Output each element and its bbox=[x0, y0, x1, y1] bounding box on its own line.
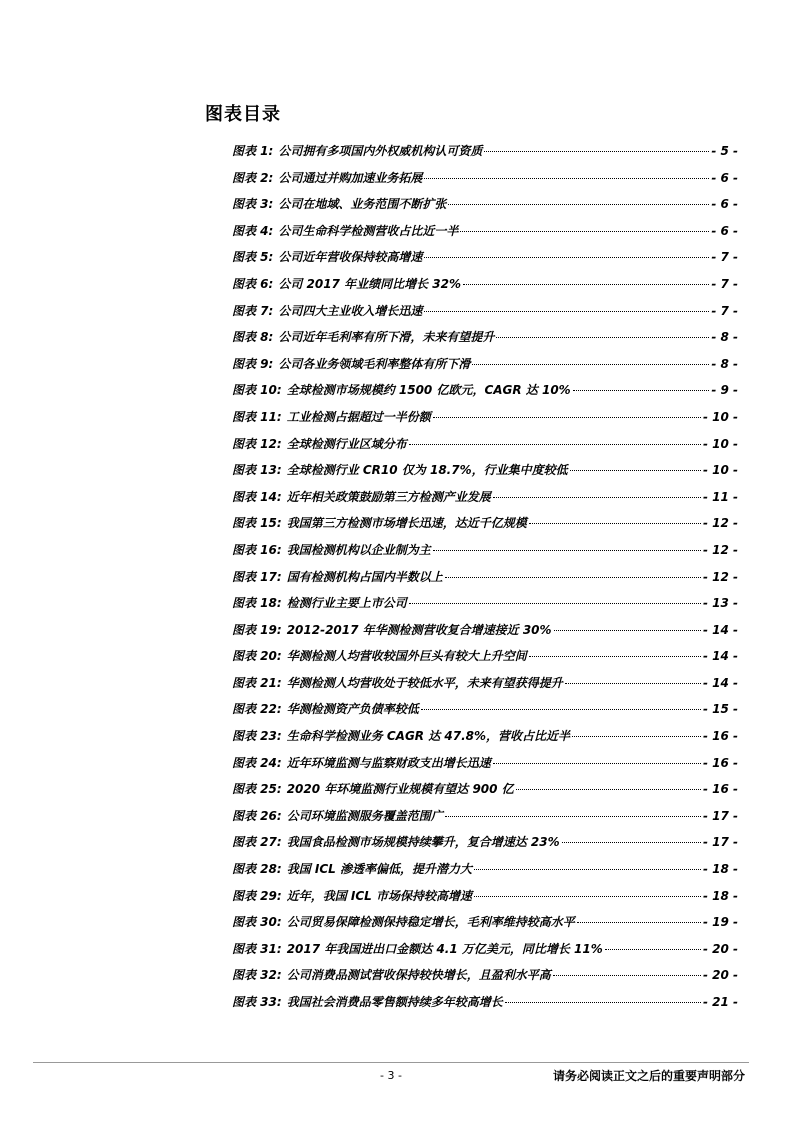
toc-entry-page: - 11 - bbox=[702, 489, 738, 504]
toc-entry[interactable] bbox=[232, 356, 738, 383]
toc-entry-page: - 21 - bbox=[702, 995, 738, 1009]
toc-entry-text: 公司贸易保障检测保持稳定增长，毛利率维持较高水平 bbox=[286, 915, 575, 930]
toc-entry-label: 图表 22: bbox=[232, 702, 282, 717]
toc-dot-leader bbox=[460, 231, 709, 232]
toc-entry[interactable] bbox=[232, 701, 738, 728]
toc-entry-text: 近年，我国 ICL 市场保持较高增速 bbox=[286, 888, 472, 903]
toc-entry-text: 我国食品检测市场规模持续攀升，复合增速达 23% bbox=[286, 835, 560, 850]
toc-dot-leader bbox=[424, 257, 709, 258]
toc-entry-label: 图表 14: bbox=[232, 489, 282, 504]
toc-dot-leader bbox=[554, 630, 701, 631]
toc-entry-text: 公司在地域、业务范围不断扩张 bbox=[278, 197, 447, 212]
toc-entry-text: 华测检测人均营收较国外巨头有较大上升空间 bbox=[286, 649, 527, 664]
toc-entry-label: 图表 15: bbox=[232, 516, 282, 531]
toc-entry-page: - 20 - bbox=[702, 941, 738, 956]
toc-entry-label: 图表 12: bbox=[232, 436, 282, 451]
toc-entry-label: 图表 32: bbox=[232, 968, 282, 983]
toc-dot-leader bbox=[463, 284, 709, 285]
toc-dot-leader bbox=[529, 656, 701, 657]
toc-entry-text: 近年相关政策鼓励第三方检测产业发展 bbox=[286, 489, 491, 504]
toc-entry-label: 图表 21: bbox=[232, 675, 282, 690]
toc-dot-leader bbox=[572, 736, 701, 737]
toc-entry-page: - 5 - bbox=[711, 144, 738, 158]
toc-entry-text: 工业检测占据超过一半份额 bbox=[286, 409, 431, 424]
toc-entry-label: 图表 2: bbox=[232, 170, 274, 185]
toc-entry[interactable] bbox=[232, 834, 738, 861]
toc-dot-leader bbox=[570, 470, 701, 471]
toc-entry-page: - 14 - bbox=[702, 622, 738, 637]
toc-entry-label: 图表 5: bbox=[232, 250, 274, 265]
toc-entry[interactable] bbox=[232, 276, 738, 303]
toc-dot-leader bbox=[553, 975, 701, 976]
toc-entry-label: 图表 29: bbox=[232, 888, 282, 903]
toc-dot-leader bbox=[505, 1002, 701, 1003]
toc-entry-text: 华测检测人均营收处于较低水平，未来有望获得提升 bbox=[286, 675, 563, 690]
toc-entry-page: - 13 - bbox=[702, 596, 738, 611]
toc-entry-page: - 19 - bbox=[702, 915, 738, 930]
toc-entry[interactable] bbox=[232, 861, 738, 888]
toc-entry[interactable] bbox=[232, 994, 738, 1021]
toc-entry-text: 我国社会消费品零售额持续多年较高增长 bbox=[286, 995, 503, 1009]
toc-entry[interactable] bbox=[232, 755, 738, 782]
toc-dot-leader bbox=[529, 523, 701, 524]
toc-entry-text: 我国 ICL 渗透率偏低，提升潜力大 bbox=[286, 862, 472, 877]
toc-dot-leader bbox=[445, 816, 701, 817]
toc-entry[interactable] bbox=[232, 462, 738, 489]
toc-entry-label: 图表 31: bbox=[232, 941, 282, 956]
toc-entry-text: 公司环境监测服务覆盖范围广 bbox=[286, 808, 443, 823]
toc-entry-page: - 14 - bbox=[702, 649, 738, 664]
toc-entry-page: - 12 - bbox=[702, 569, 738, 584]
toc-entry-text: 全球检测行业区域分布 bbox=[286, 436, 407, 451]
toc-entry-text: 检测行业主要上市公司 bbox=[286, 596, 407, 611]
toc-entry-text: 公司近年营收保持较高增速 bbox=[278, 250, 423, 265]
toc-entry[interactable] bbox=[232, 914, 738, 941]
toc-entry[interactable] bbox=[232, 196, 738, 223]
toc-entry-page: - 14 - bbox=[702, 675, 738, 690]
toc-entry-text: 公司消费品测试营收保持较快增长，且盈利水平高 bbox=[286, 968, 551, 983]
toc-dot-leader bbox=[409, 603, 701, 604]
toc-dot-leader bbox=[424, 178, 709, 179]
toc-entry[interactable] bbox=[232, 515, 738, 542]
toc-entry-text: 公司近年毛利率有所下滑，未来有望提升 bbox=[278, 330, 495, 345]
toc-entry-page: - 6 - bbox=[711, 197, 738, 212]
toc-entry[interactable] bbox=[232, 569, 738, 596]
toc-dot-leader bbox=[573, 390, 710, 391]
toc-entry-text: 公司通过并购加速业务拓展 bbox=[278, 170, 423, 185]
toc-entry-label: 图表 4: bbox=[232, 223, 274, 238]
toc-entry-text: 我国检测机构以企业制为主 bbox=[286, 542, 431, 557]
toc-entry-text: 国有检测机构占国内半数以上 bbox=[286, 569, 443, 584]
toc-entry-label: 图表 7: bbox=[232, 303, 274, 318]
footer-divider bbox=[33, 1062, 749, 1063]
toc-entry-text: 公司拥有多项国内外权威机构认可资质 bbox=[278, 144, 483, 158]
toc-entry-page: - 16 - bbox=[702, 729, 738, 744]
toc-entry-label: 图表 11: bbox=[232, 409, 282, 424]
toc-dot-leader bbox=[433, 417, 701, 418]
toc-dot-leader bbox=[424, 311, 709, 312]
toc-entry-page: - 16 - bbox=[702, 782, 738, 797]
toc-entry[interactable] bbox=[232, 808, 738, 835]
toc-entry-label: 图表 23: bbox=[232, 729, 282, 744]
toc-dot-leader bbox=[516, 789, 701, 790]
toc-dot-leader bbox=[577, 922, 701, 923]
toc-entry-text: 2012-2017 年华测检测营收复合增速接近 30% bbox=[286, 622, 552, 637]
toc-entry[interactable] bbox=[232, 888, 738, 915]
toc-entry[interactable] bbox=[232, 648, 738, 675]
toc-dot-leader bbox=[493, 497, 701, 498]
toc-entry[interactable] bbox=[232, 622, 738, 649]
toc-entry-page: - 10 - bbox=[702, 463, 738, 478]
toc-entry-text: 2020 年环境监测行业规模有望达 900 亿 bbox=[286, 782, 514, 797]
toc-entry-page: - 6 - bbox=[711, 223, 738, 238]
toc-entry-page: - 10 - bbox=[702, 409, 738, 424]
toc-dot-leader bbox=[562, 842, 701, 843]
toc-entry-page: - 16 - bbox=[702, 755, 738, 770]
toc-entry-text: 公司 2017 年业绩同比增长 32% bbox=[278, 276, 461, 291]
toc-entry-label: 图表 20: bbox=[232, 649, 282, 664]
toc-entry-label: 图表 33: bbox=[232, 995, 282, 1009]
toc-entry[interactable] bbox=[232, 941, 738, 968]
toc-entry[interactable] bbox=[232, 542, 738, 569]
toc-entry-page: - 12 - bbox=[702, 542, 738, 557]
toc-entry[interactable] bbox=[232, 143, 738, 170]
toc-entry[interactable] bbox=[232, 409, 738, 436]
toc-entry-label: 图表 8: bbox=[232, 330, 274, 345]
toc-dot-leader bbox=[472, 364, 709, 365]
toc-entry-text: 公司生命科学检测营收占比近一半 bbox=[278, 223, 459, 238]
toc-entry[interactable] bbox=[232, 967, 738, 994]
toc-dot-leader bbox=[474, 869, 701, 870]
toc-entry-page: - 6 - bbox=[711, 170, 738, 185]
toc-dot-leader bbox=[445, 577, 701, 578]
toc-entry-page: - 20 - bbox=[702, 968, 738, 983]
toc-entry-label: 图表 13: bbox=[232, 463, 282, 478]
toc-entry-label: 图表 1: bbox=[232, 144, 274, 158]
toc-entry-text: 华测检测资产负债率较低 bbox=[286, 702, 419, 717]
toc-entry-page: - 15 - bbox=[702, 702, 738, 717]
toc-entry-page: - 18 - bbox=[702, 862, 738, 877]
table-of-figures bbox=[232, 143, 738, 1021]
page-number: - 3 - bbox=[380, 1069, 402, 1082]
toc-dot-leader bbox=[474, 896, 701, 897]
toc-entry-text: 生命科学检测业务 CAGR 达 47.8%，营收占比近半 bbox=[286, 729, 571, 744]
toc-entry-text: 我国第三方检测市场增长迅速，达近千亿规模 bbox=[286, 516, 527, 531]
toc-entry[interactable] bbox=[232, 781, 738, 808]
toc-entry[interactable] bbox=[232, 170, 738, 197]
toc-entry-page: - 12 - bbox=[702, 516, 738, 531]
toc-entry[interactable] bbox=[232, 303, 738, 330]
footer-disclaimer: 请务必阅读正文之后的重要声明部分 bbox=[552, 1069, 745, 1083]
toc-entry[interactable] bbox=[232, 249, 738, 276]
toc-entry-page: - 8 - bbox=[711, 356, 738, 371]
toc-entry-label: 图表 27: bbox=[232, 835, 282, 850]
toc-dot-leader bbox=[565, 683, 701, 684]
toc-entry-label: 图表 26: bbox=[232, 808, 282, 823]
toc-entry-label: 图表 24: bbox=[232, 755, 282, 770]
toc-dot-leader bbox=[409, 444, 701, 445]
toc-entry-label: 图表 3: bbox=[232, 197, 274, 212]
toc-entry-page: - 9 - bbox=[711, 383, 738, 398]
toc-entry-label: 图表 18: bbox=[232, 596, 282, 611]
toc-entry-page: - 10 - bbox=[702, 436, 738, 451]
toc-entry-text: 近年环境监测与监察财政支出增长迅速 bbox=[286, 755, 491, 770]
toc-entry-label: 图表 10: bbox=[232, 383, 282, 398]
toc-entry-label: 图表 6: bbox=[232, 276, 274, 291]
toc-dot-leader bbox=[605, 949, 701, 950]
toc-entry[interactable] bbox=[232, 223, 738, 250]
toc-entry[interactable] bbox=[232, 436, 738, 463]
toc-entry-text: 公司各业务领域毛利率整体有所下滑 bbox=[278, 356, 471, 371]
toc-entry-page: - 8 - bbox=[711, 330, 738, 345]
toc-entry-label: 图表 17: bbox=[232, 569, 282, 584]
toc-entry-text: 全球检测市场规模约 1500 亿欧元，CAGR 达 10% bbox=[286, 383, 571, 398]
toc-dot-leader bbox=[421, 709, 701, 710]
toc-dot-leader bbox=[484, 151, 709, 152]
toc-entry-text: 公司四大主业收入增长迅速 bbox=[278, 303, 423, 318]
toc-title: 图表目录 bbox=[205, 104, 281, 125]
toc-entry[interactable] bbox=[232, 382, 738, 409]
toc-entry-label: 图表 9: bbox=[232, 356, 274, 371]
toc-entry-label: 图表 16: bbox=[232, 542, 282, 557]
toc-entry[interactable] bbox=[232, 489, 738, 516]
toc-entry-label: 图表 30: bbox=[232, 915, 282, 930]
toc-dot-leader bbox=[493, 763, 701, 764]
toc-entry-label: 图表 19: bbox=[232, 622, 282, 637]
toc-entry-page: - 7 - bbox=[711, 303, 738, 318]
toc-entry[interactable] bbox=[232, 595, 738, 622]
toc-entry[interactable] bbox=[232, 675, 738, 702]
toc-entry-text: 全球检测行业 CR10 仅为 18.7%，行业集中度较低 bbox=[286, 463, 568, 478]
toc-entry-text: 2017 年我国进出口金额达 4.1 万亿美元，同比增长 11% bbox=[286, 941, 603, 956]
toc-entry-label: 图表 25: bbox=[232, 782, 282, 797]
toc-entry-page: - 18 - bbox=[702, 888, 738, 903]
toc-entry[interactable] bbox=[232, 728, 738, 755]
toc-entry-page: - 7 - bbox=[711, 276, 738, 291]
toc-dot-leader bbox=[496, 337, 709, 338]
toc-dot-leader bbox=[433, 550, 701, 551]
toc-entry-page: - 17 - bbox=[702, 835, 738, 850]
toc-entry-page: - 17 - bbox=[702, 808, 738, 823]
toc-entry-page: - 7 - bbox=[711, 250, 738, 265]
toc-entry[interactable] bbox=[232, 329, 738, 356]
toc-entry-label: 图表 28: bbox=[232, 862, 282, 877]
toc-dot-leader bbox=[448, 204, 709, 205]
